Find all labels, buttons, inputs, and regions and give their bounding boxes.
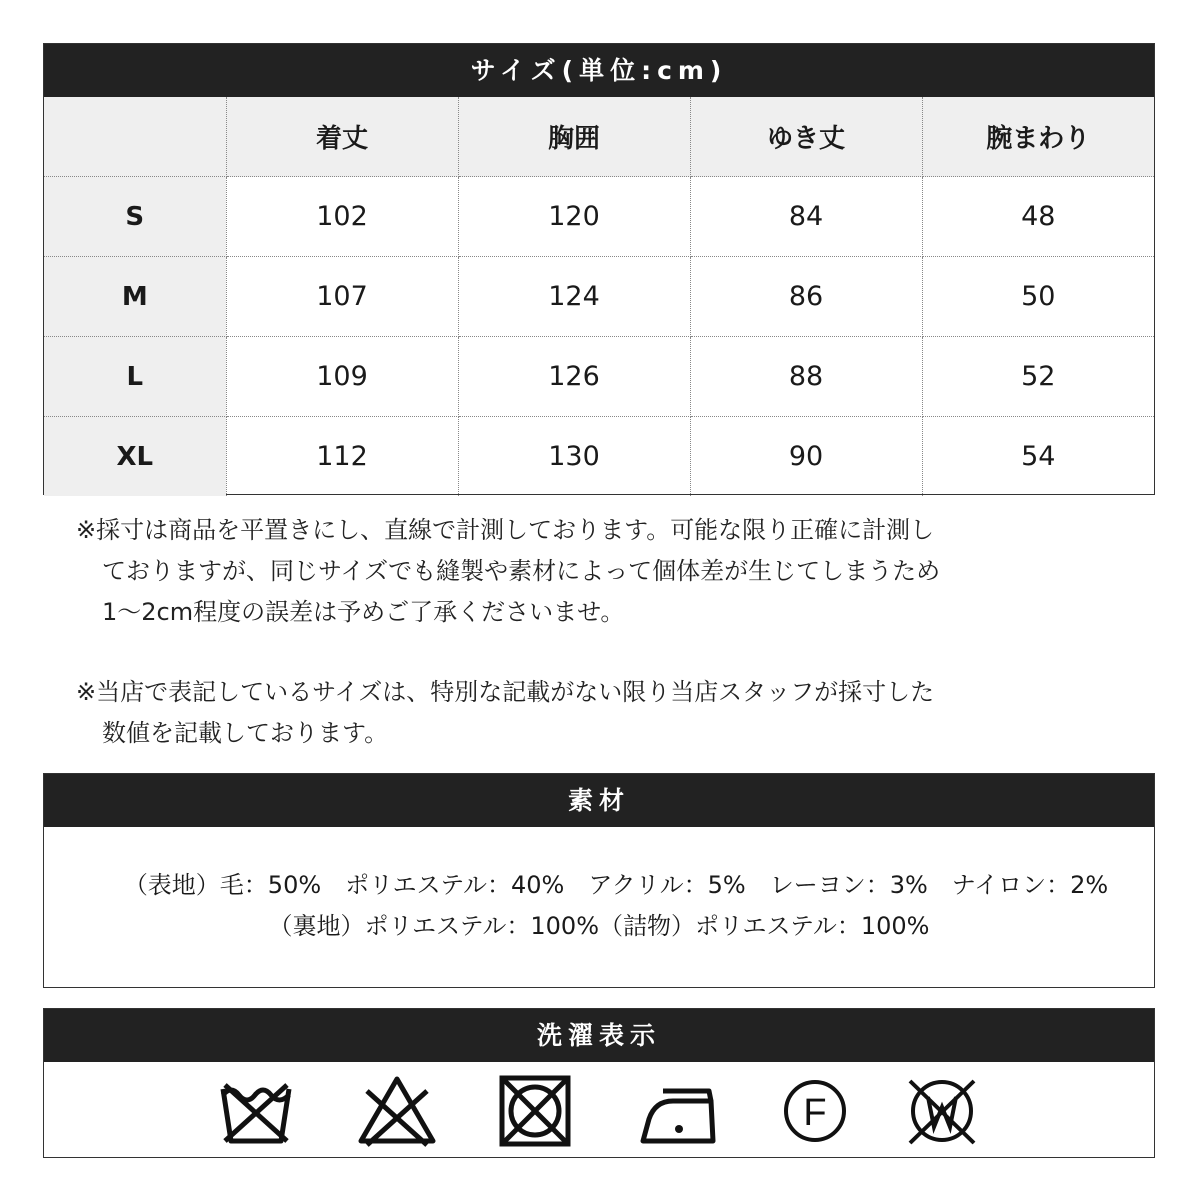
header-arm: 腕まわり <box>922 97 1154 177</box>
table-cell: 84 <box>690 177 922 257</box>
material-box <box>43 773 1155 988</box>
note-line: ておりますが、同じサイズでも縫製や素材によって個体差が生じてしまうため <box>102 557 941 585</box>
size-table-box <box>43 43 1155 495</box>
table-row <box>44 177 1154 257</box>
table-cell: 126 <box>458 337 690 417</box>
header-corner <box>44 97 226 177</box>
table-cell: 130 <box>458 417 690 497</box>
table-cell: 48 <box>922 177 1154 257</box>
outer-material: （表地）毛：50% ポリエステル：40% アクリル：5% レーヨン：3% ナイロン：2% <box>123 871 1109 899</box>
svg-text:F: F <box>803 1092 827 1134</box>
table-cell: 109 <box>226 337 458 417</box>
table-cell: 124 <box>458 257 690 337</box>
care-title: 洗濯表示 <box>44 1009 1154 1062</box>
table-cell: 107 <box>226 257 458 337</box>
table-cell: 52 <box>922 337 1154 417</box>
header-sleeve: ゆき丈 <box>690 97 922 177</box>
table-row <box>44 257 1154 337</box>
measurement-note <box>76 510 1076 633</box>
table-row <box>44 337 1154 417</box>
no-bleach-icon <box>357 1075 437 1147</box>
table-cell: 120 <box>458 177 690 257</box>
iron-low-icon <box>637 1075 719 1147</box>
care-icons <box>44 1062 1154 1157</box>
no-washing-icon <box>217 1075 295 1147</box>
size-table <box>44 97 1154 496</box>
table-cell: 50 <box>922 257 1154 337</box>
note-line: 数値を記載しております。 <box>102 719 389 747</box>
size-label: XL <box>44 417 226 497</box>
material-title: 素材 <box>44 774 1154 827</box>
header-length: 着丈 <box>226 97 458 177</box>
note-line: 1～2cm程度の誤差は予めご了承くださいませ。 <box>102 598 625 626</box>
note-line: ※採寸は商品を平置きにし、直線で計測しております。可能な限り正確に計測し <box>76 516 935 544</box>
no-wet-clean-icon <box>902 1075 982 1147</box>
table-cell: 90 <box>690 417 922 497</box>
table-cell: 112 <box>226 417 458 497</box>
no-tumble-dry-icon <box>497 1075 573 1147</box>
note-line: ※当店で表記しているサイズは、特別な記載がない限り当店スタッフが採寸した <box>76 678 935 706</box>
lining-material: （裏地）ポリエステル：100%（詰物）ポリエステル：100% <box>268 912 930 940</box>
size-table-header-row <box>44 97 1154 177</box>
header-chest: 胸囲 <box>458 97 690 177</box>
table-cell: 88 <box>690 337 922 417</box>
size-label: S <box>44 177 226 257</box>
table-row <box>44 417 1154 497</box>
size-table-title: サイズ(単位:cm) <box>44 44 1154 97</box>
dry-clean-f-icon <box>779 1075 851 1147</box>
care-box <box>43 1008 1155 1158</box>
table-cell: 54 <box>922 417 1154 497</box>
table-cell: 102 <box>226 177 458 257</box>
size-label: L <box>44 337 226 417</box>
size-label: M <box>44 257 226 337</box>
material-body <box>44 827 1154 947</box>
staff-measurement-note <box>76 672 1076 754</box>
table-cell: 86 <box>690 257 922 337</box>
